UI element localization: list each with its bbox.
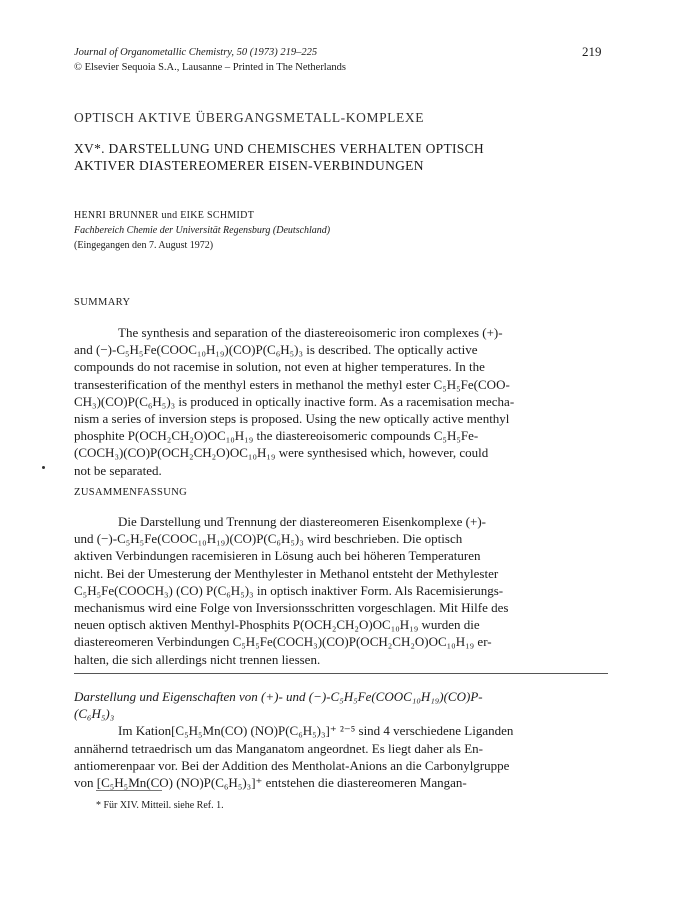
summary-line: (COCH₃)(CO)P(OCH₂CH₂O)OC₁₀H₁₉ were synthesised which, however, could: [74, 445, 489, 461]
footnote: * Für XIV. Mitteil. siehe Ref. 1.: [96, 800, 224, 811]
zusammenfassung-line: und (−)-C₅H₅Fe(COOC₁₀H₁₉)(CO)P(C₆H₅)₃ wird beschrieben. Die optisch: [74, 531, 463, 547]
zusammenfassung-line: Die Darstellung und Trennung der diastereomeren Eisenkomplexe (+)-: [118, 514, 486, 529]
summary-line: CH₃)(CO)P(C₆H₅)₃ is produced in optically inactive form. As a racemisation mecha-: [74, 393, 515, 409]
section-line: annähernd tetraedrisch um das Manganatom angeordnet. Es liegt daher als En-: [74, 740, 483, 756]
section-heading-line: Darstellung und Eigenschaften von (+)- und (−)-C₅H₅Fe(COOC₁₀H₁₉)(CO)P-: [74, 689, 483, 704]
journal-header: [74, 45, 494, 75]
summary-paragraph: [74, 324, 606, 479]
article-title-line: XV*. DARSTELLUNG UND CHEMISCHES VERHALTEN OPTISCH: [74, 141, 484, 156]
affiliation: Fachbereich Chemie der Universität Regensburg (Deutschland): [74, 225, 331, 236]
series-title: OPTISCH AKTIVE ÜBERGANGSMETALL-KOMPLEXE: [74, 110, 425, 125]
summary-line: phosphite P(OCH₂CH₂O)OC₁₀H₁₉ the diastereoisomeric compounds C₅H₅Fe-: [74, 428, 479, 444]
zusammenfassung-paragraph: [74, 513, 606, 668]
zusammenfassung-line: diastereomeren Verbindungen C₅H₅Fe(COCH₃)(CO)P(OCH₂CH₂O)OC₁₀H₁₉ er-: [74, 634, 492, 650]
article-title-line: AKTIVER DIASTEREOMERER EISEN-VERBINDUNGEN: [74, 158, 424, 173]
page-number: 219: [582, 44, 602, 59]
summary-line: compounds do not racemise in solution, not even at higher temperatures. In the: [74, 359, 485, 375]
summary-line: transesterification of the menthyl esters in methanol the methyl ester C₅H₅Fe(COO-: [74, 376, 510, 392]
section-heading-line: (C₆H₅)₃: [74, 706, 115, 722]
section-line: Im Kation[C₅H₅Mn(CO) (NO)P(C₆H₅)₃]⁺ ²⁻⁵ sind 4 verschiedene Liganden: [118, 723, 514, 739]
journal-citation: Journal of Organometallic Chemistry, 50 (1973) 219–225: [74, 47, 318, 58]
margin-mark: [42, 466, 45, 469]
zusammenfassung-line: C₅H₅Fe(COOCH₃) (CO) P(C₆H₅)₃ in optisch inaktiver Form. Als Racemisierungs-: [74, 582, 504, 598]
summary-line: and (−)-C₅H₅Fe(COOC₁₀H₁₉)(CO)P(C₆H₅)₃ is described. The optically active: [74, 342, 478, 358]
zusammenfassung-line: neuen optisch aktiven Menthyl-Phosphits P(OCH₂CH₂O)OC₁₀H₁₉ wurden die: [74, 617, 480, 633]
zusammenfassung-line: nicht. Bei der Umesterung der Menthylester in Methanol entsteht der Methylester: [74, 565, 499, 581]
section-divider: [74, 673, 608, 674]
received-date: (Eingegangen den 7. August 1972): [74, 240, 214, 251]
section-line: antiomerenpaar vor. Bei der Addition des Mentholat-Anions an die Carbonylgruppe: [74, 757, 510, 773]
section-line: von [C₅H₅Mn(CO) (NO)P(C₆H₅)₃]⁺ entstehen die diastereomeren Mangan-: [74, 775, 467, 791]
summary-line: not be separated.: [74, 462, 162, 478]
section-body: [74, 688, 608, 791]
zusammenfassung-heading: ZUSAMMENFASSUNG: [74, 487, 188, 498]
author-block: [74, 208, 634, 253]
summary-line: The synthesis and separation of the diastereoisomeric iron complexes (+)-: [118, 325, 503, 340]
zusammenfassung-line: halten, die sich allerdings nicht trennen liessen.: [74, 651, 321, 667]
zusammenfassung-line: mechanismus wird eine Folge von Inversionsschritten vorgeschlagen. Mit Hilfe des: [74, 600, 509, 616]
summary-heading: SUMMARY: [74, 297, 131, 308]
publisher-line: © Elsevier Sequoia S.A., Lausanne – Printed in The Netherlands: [74, 62, 346, 73]
summary-line: nism a series of inversion steps is proposed. Using the new optically active menthyl: [74, 411, 510, 427]
article-title: [74, 140, 634, 174]
zusammenfassung-line: aktiven Verbindungen racemisieren in Lösung auch bei höheren Temperaturen: [74, 548, 481, 564]
footnote-rule: [96, 790, 162, 791]
author-names: HENRI BRUNNER und EIKE SCHMIDT: [74, 210, 255, 221]
